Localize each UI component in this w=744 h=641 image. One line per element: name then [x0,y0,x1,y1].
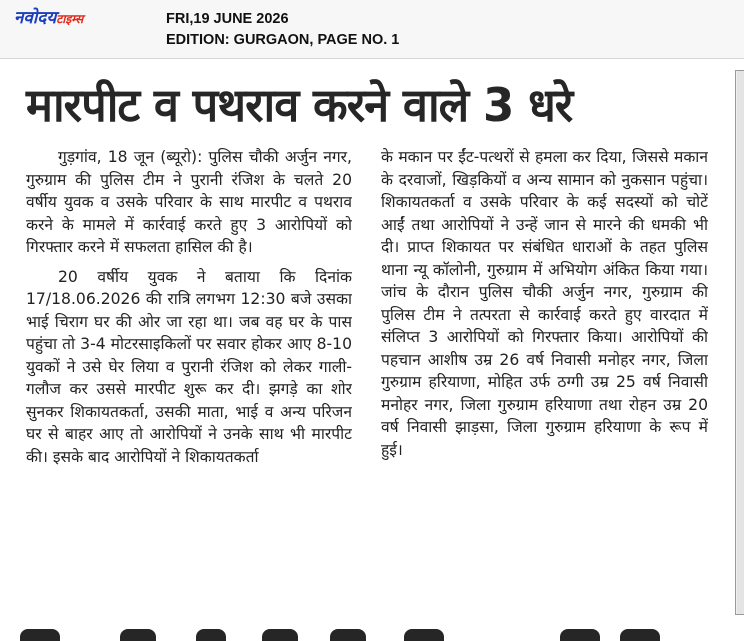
article-paragraph: गुड़गांव, 18 जून (ब्यूरो): पुलिस चौकी अर्जुन नगर, गुरुग्राम की पुलिस टीम ने पुरानी रंजिश के चलते 20 वर्षीय युवक व उसके परिवार के साथ मारपीट व पथराव करने के मामले में कार्रवाई करते हुए 3 आरोपियों को गिरफ्तार करने में सफलता हासिल की है। [26,148,352,256]
vertical-scrollbar[interactable] [735,70,744,615]
article-headline: मारपीट व पथराव करने वाले 3 धरे [26,78,573,132]
edition-info [166,9,399,51]
newspaper-logo [14,10,83,27]
next-headline-fragment [0,624,744,641]
scrollbar-thumb[interactable] [737,71,744,614]
article-column-2 [381,146,708,616]
article-paragraph: 20 वर्षीय युवक ने बताया कि दिनांक 17/18.06.2026 की रात्रि लगभग 12:30 बजे उसका भाई चिराग घर की ओर जा रहा था। जब वह घर के पास पहुंचा तो 3-4 मोटरसाइकिलों पर सवार होकर आए 8-10 युवकों ने उसे घेर लिया व पुरानी रंजिश को लेकर गाली-गलौज कर उससे मारपीट शुरू कर दी। झगड़े का शोर सुनकर शिकायतकर्ता, उसकी माता, भाई व अन्य परिजन घर से बाहर आए तो आरोपियों ने उनके साथ भी मारपीट की। इसके बाद आरोपियों ने शिकायतकर्ता [26,267,352,466]
article-paragraph: के मकान पर ईंट-पत्थरों से हमला कर दिया, जिससे मकान के दरवाजों, खिड़कियों व अन्य सामान को नुकसान पहुंचा। शिकायतकर्ता व उसके परिवार के कई सदस्यों को चोटें आईं तथा आरोपियों ने उन्हें जान से मारने की धमकी भी दी। प्राप्त शिकायत पर संबंधित धाराओं के तहत पुलिस थाना न्यू कॉलोनी, गुरुग्राम में अभियोग अंकित किया गया। जांच के दौरान पुलिस चौकी अर्जुन नगर, गुरुग्राम की पुलिस टीम ने तत्परता से कार्रवाई करते हुए वारदात में संलिप्त 3 आरोपियों को गिरफ्तार किया। आरोपियों की पहचान आशीष उम्र 26 वर्ष निवासी मनोहर नगर, जिला गुरुग्राम हरियाणा, मोहित उर्फ ठग्गी उम्र 25 वर्ष निवासी मनोहर नगर, जिला गुरुग्राम हरियाणा तथा रोहन उम्र 20 वर्ष निवासी झाड़सा, जिला गुरुग्राम हरियाणा के रूप में हुई। [381,148,708,459]
logo-main-text: नवोदय [14,8,57,28]
page-header [0,0,744,59]
logo-sub-text: टाइम्स [56,12,84,26]
article-column-1 [26,146,352,616]
issue-date: FRI,19 JUNE 2026 [166,11,289,27]
edition-page: EDITION: GURGAON, PAGE NO. 1 [166,32,400,48]
